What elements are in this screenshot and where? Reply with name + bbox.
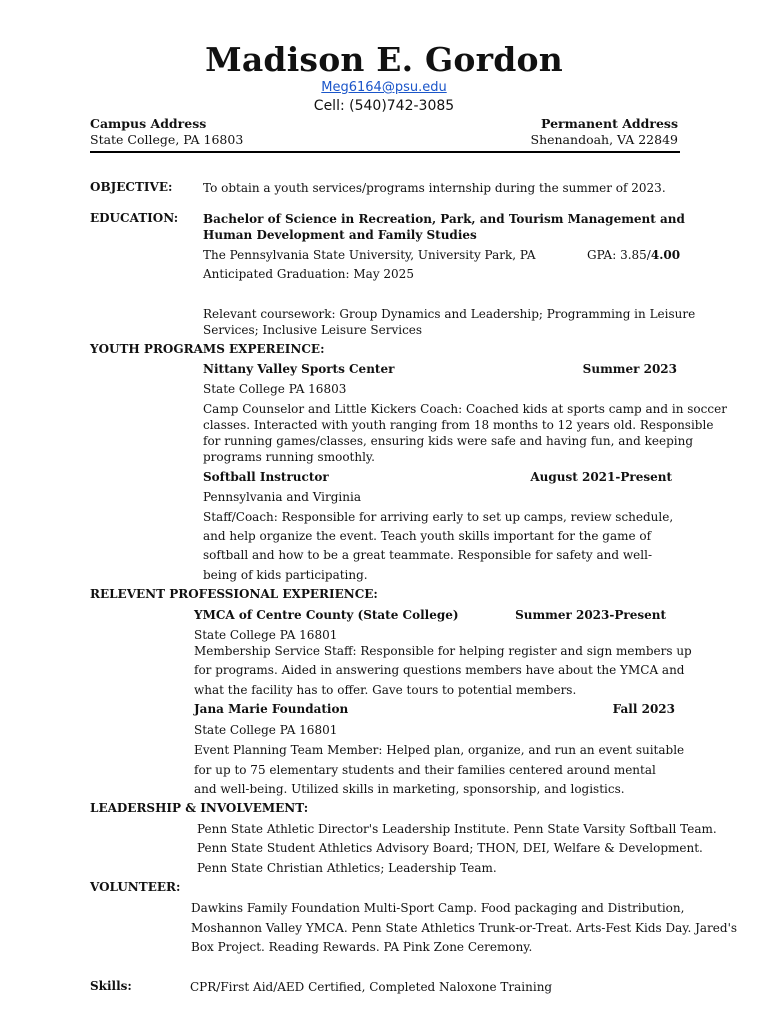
job-description-line: Membership Service Staff: Responsible for helping register and sign members up	[194, 644, 692, 658]
degree-line-1: Bachelor of Science in Recreation, Park, and Tourism Management and	[203, 212, 685, 226]
education-label: EDUCATION:	[90, 211, 179, 225]
job-location: State College PA 16801	[194, 723, 338, 737]
skills-label: Skills:	[90, 979, 132, 993]
permanent-address-label: Permanent Address	[541, 116, 678, 131]
job-description-line: Camp Counselor and Little Kickers Coach: Coached kids at sports camp and in soccer	[203, 402, 727, 416]
leadership-line: Penn State Student Athletics Advisory Board; THON, DEI, Welfare & Development.	[197, 841, 703, 855]
job-description-line: softball and how to be a great teammate. Responsible for safety and well-	[203, 548, 653, 562]
job-date: Summer 2023	[582, 362, 677, 376]
job-description-line: programs running smoothly.	[203, 450, 375, 464]
job-date: August 2021-Present	[530, 470, 672, 484]
header-divider	[90, 151, 680, 153]
job-description-line: and well-being. Utilized skills in marketing, sponsorship, and logistics.	[194, 782, 625, 796]
job-location: Pennsylvania and Virginia	[203, 490, 361, 504]
volunteer-line: Dawkins Family Foundation Multi-Sport Camp. Food packaging and Distribution,	[191, 901, 685, 915]
job-title: Nittany Valley Sports Center	[203, 362, 395, 376]
job-description-line: Staff/Coach: Responsible for arriving early to set up camps, review schedule,	[203, 510, 674, 524]
coursework-line-1: Relevant coursework: Group Dynamics and Leadership; Programming in Leisure	[203, 307, 696, 321]
graduation-date: Anticipated Graduation: May 2025	[203, 267, 414, 281]
job-description-line: and help organize the event. Teach youth skills important for the game of	[203, 529, 652, 543]
job-title: Jana Marie Foundation	[194, 702, 349, 716]
job-description-line: for up to 75 elementary students and their families centered around mental	[194, 763, 656, 777]
resume-name: Madison E. Gordon	[205, 40, 563, 79]
objective-label: OBJECTIVE:	[90, 180, 173, 194]
skills-text: CPR/First Aid/AED Certified, Completed Naloxone Training	[190, 980, 553, 994]
gpa	[587, 247, 680, 263]
job-description-line: Event Planning Team Member: Helped plan, organize, and run an event suitable	[194, 743, 685, 757]
job-date: Fall 2023	[612, 702, 675, 716]
job-title: Softball Instructor	[203, 470, 329, 484]
email-link[interactable]: Meg6164@psu.edu	[321, 80, 447, 95]
coursework-line-2: Services; Inclusive Leisure Services	[203, 323, 423, 337]
leadership-line: Penn State Athletic Director's Leadership Institute. Penn State Varsity Softball Team.	[197, 822, 717, 836]
school-name: The Pennsylvania State University, University Park, PA	[203, 248, 536, 262]
professional-experience-label: RELEVENT PROFESSIONAL EXPERIENCE:	[90, 587, 378, 601]
job-description-line: classes. Interacted with youth ranging from 18 months to 12 years old. Responsible	[203, 418, 714, 432]
volunteer-line: Box Project. Reading Rewards. PA Pink Zone Ceremony.	[191, 940, 533, 954]
leadership-label: LEADERSHIP & INVOLVEMENT:	[90, 801, 309, 815]
email-line	[0, 80, 768, 95]
campus-address-label: Campus Address	[90, 116, 207, 131]
job-description-line: what the facility has to offer. Gave tours to potential members.	[194, 683, 577, 697]
job-location: State College PA 16803	[203, 382, 347, 396]
degree-line-2: Human Development and Family Studies	[203, 228, 477, 242]
objective-text: To obtain a youth services/programs internship during the summer of 2023.	[203, 181, 666, 195]
gpa-max: 4.00	[650, 248, 681, 262]
job-description-line: for running games/classes, ensuring kids were safe and having fun, and keeping	[203, 434, 694, 448]
job-location: State College PA 16801	[194, 628, 338, 642]
gpa-value: GPA: 3.85/	[587, 248, 651, 262]
permanent-address: Shenandoah, VA 22849	[530, 132, 678, 147]
leadership-line: Penn State Christian Athletics; Leadership Team.	[197, 861, 497, 875]
campus-address: State College, PA 16803	[90, 132, 244, 147]
volunteer-label: VOLUNTEER:	[90, 880, 181, 894]
youth-programs-label: YOUTH PROGRAMS EXPEREINCE:	[90, 342, 325, 356]
phone-number: Cell: (540)742-3085	[313, 98, 455, 114]
volunteer-line: Moshannon Valley YMCA. Penn State Athletics Trunk-or-Treat. Arts-Fest Kids Day. Jared's	[191, 921, 738, 935]
job-title: YMCA of Centre County (State College)	[194, 608, 459, 622]
job-description-line: being of kids participating.	[203, 568, 368, 582]
job-description-line: for programs. Aided in answering questions members have about the YMCA and	[194, 663, 685, 677]
job-date: Summer 2023-Present	[515, 608, 666, 622]
